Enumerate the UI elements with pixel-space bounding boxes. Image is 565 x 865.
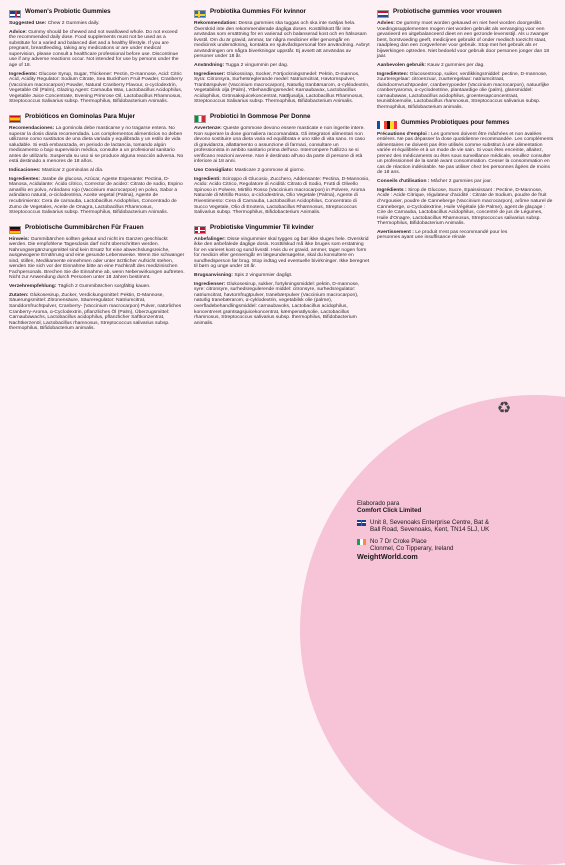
column-right [377,9,555,250]
section-swedish: Probiotika Gummies För kvinnor Rekommendation: Dessa gummies ska tuggas och ska inte sväljas hela. Överskrid inte den rekommenderade dagliga dosen. Kosttillskott får inte användas som ersättning för en varierad och balanserad kost och en hälsosam livsstil. Om du är gravid, ammar, tar några mediciner eller genomgår en medicinsk undersökning, kontakta en sjukvårdspersonal före användning. Avbryt användningen om några biverkningar uppstår. Ej avsett att användas av personer under 18 år. Användning: Tugga 2 vingummin per dag. Ingredienser: Glukossirap, Socker, Förtjockningsmedel: Pektin, D-mannos, Syra: Citronsyra, Surhetsreglerande medel: Natriumcitrat, Havtornspulver, Tranbärspulver (Vaccinium macrocarpon), Naturlig tranbärsarom, α-cyklodextrin, Vegetabilisk olja (Palm), Ytbehandlingsmedel: Karnaubavax, Lactobacillus Acidophilus, Grönsaksjuicekoncentrat, Nattljusolja, Lactobacillus Rhamnosus, Streptococcus Salivarius subsp. Thermophilus, Bifidobacterium Animalis. [194,8,370,105]
section-english: Women's Probiotic Gummies Suggested Use: Chew 2 Gummies daily. Advice: Gummy should be chewed and not swallowed whole. Do not exceed the recommended daily dose. Food supplements must not be used as a substitute for a varied and balanced diet and a healthy lifestyle. If you are pregnant, breastfeeding, taking any medications or are under medical supervision, please consult a healthcare professional before use. Discontinue use if any adverse reactions occur. Not intended for use by persons under the age of 18. Ingredients: Glucose Syrup, Sugar, Thickener: Pectin, D-mannose, Acid: Citric Acid, Acidity Regulator: Sodium Citrate, Sea Buckthorn Fruit Powder, Cranberry (Vaccinium macrocarpon) Powder, Natural Cranberry Flavour, α-cyclodextrin, Vegetable Oil (Palm), Glazing Agent: Carnauba Wax, Lactobacillus Acidophilus, Vegetable Juice Concentrate, Evening Primrose Oil, Lactobacillus Rhamnosus, Streptococcus Salivarius subsp. Thermophilus, Bifidobacterium Animalis. [9,8,183,105]
uk-flag-icon [357,520,366,526]
section-danish: Probiotiske Vingummier Til kvinder Anbefalinger: Disse vingummier skal tygges og bør ikke sluges hele. Overskrid ikke den anbefalede daglige dosis. Kosttilskud må ikke bruges som erstatning for en varieret kost og sund livsstil. Hvis du er gravid, ammer, tager nogen form for medicin eller gennemgår en lægeundersøgelse, skal du konsultere en sundhedsperson før brug. Stop indtag ved eventuelle bivirkninger. Ikke beregnet til børn og unge under 18 år. Brugsanvisning: Spis 2 vingummier dagligt. Ingredienser: Glukosesirup, sukker, fortykningsmiddel: pektin, D-mannose, syre: citronsyre, surhedsregulerende middel: citronsyre, surhedsregulator: natriumcitrat, havtornfrugtpulver, tranebærpulver (Vaccinium macrocarpon), naturlig tranebærarom, α-cyklodextrin, vegetabilsk olie (palme), overfladebehandlingsmiddel: carnaubavoks, Lactobacillus acidophilus, koncentreret grøntsagsjuicekoncentrat, kæmpenatlysolie, Lactobacillus rhamnosus, Streptococcus salivarius subsp. thermophilus, Bifidobacterium animalis. [194,223,370,326]
netherlands-flag-icon [377,10,389,18]
company-name: Comfort Click Limited [357,507,422,515]
column-left [9,9,185,341]
decorative-pink-arc [300,395,565,865]
section-italian: Probiotici In Gommose Per Donne Avvertenze: Queste gommose devono essere masticate e non ingerite intere. Non superare la dose giornaliera raccomandata. Gli integratori alimentari non devono sostituire una dieta varia ed equilibrata e uno stile di vita sano. In caso di gravidanza, allattamento o assunzione di farmaci, consultare un professionista in ambito sanitario prima dell'uso. Interrompere l'utilizzo se si verificano reazioni avverse. Non è destinato all'uso da parte di persone di età inferiore ai 18 anni. Uso Consigliato: Masticare 2 gommose al giorno. Ingredienti: Sciroppo di Glucosio, Zucchero, Addensante: Pectina, D-Mannosio, Acido: Acido Citrico, Regolatore di Acidità: Citrato di Sodio, Frutti di Olivello Spinoso in Polvere, Mirtillo Rosso (Vaccinium macrocarpon) in Polvere, Aroma Naturale di Mirtillo Rosso, α-ciclodestrina, Olio Vegetale (Palma), Agente di Rivestimento: Cera di Carnauba, Lactobacillus Acidophilus, Concentrato di Succo Vegetale, Olio di Enotera, Lactobacillus Rhamnosus, Streptococcus Salivarius subsp. Thermophilus, Bifidobacterium Animalis. [194,113,370,216]
section-title: Probiotici In Gommose Per Donne [210,113,311,121]
website-link[interactable]: WeightWorld.com [357,552,418,562]
column-middle [194,9,370,335]
uk-flag-icon [9,10,21,18]
manufacturer-footer [357,500,495,561]
germany-flag-icon [9,226,21,234]
made-for-label: Elaborado para [357,500,400,507]
section-german: Probiotische Gummibärchen Für Frauen Hinweis: Gummibärchen sollten gekaut und nicht im Ganzen geschluckt werden. Die empfohlene Tagesdosis darf nicht überschritten werden. Nahrungsergänzungsmittel sind kein Ersatz für eine abwechslungsreiche, ausgewogene Ernährung und eine gesunde Lebensweise. Wenn Sie schwanger sind, stillen, Medikamente einnehmen oder unter ärztlicher Aufsicht stehen, wenden Sie sich vor der Einnahme bitte an eine Fachkraft des medizinischen Fachpersonals. Brechen Sie die Einnahme ab, wenn Nebenwirkungen auftreten. Nicht zur Anwendung durch Personen unter 18 Jahren bestimmt. Verzehrempfehlung: Täglich 2 Gummibärchen sorgfältig kauen. Zutaten: Glukosesirup, Zucker, Verdickungsmittel: Pektin, D-Mannose, Säuerungsmittel: Zitronensäure, Säureregulator: Natriumcitrat, Sanddornfruchtpulver, Cranberry- (Vaccinium macrocarpon) Pulver, natürliches Cranberry-Aroma, α-Cyclodextrin, pflanzliches Öl (Palm), Überzugsmittel: Carnaubawachs, Lactobacillus acidophilus, pflanzlicher Saftkonzentrat, Nachtkerzenöl, Lactobacillus rhamnosus, Streptococcus salivarius subsp. thermophilus, Bifidobacterium animalis. [9,223,185,332]
ireland-address-line-1: No 7 Dr Croke Place [370,537,427,545]
section-french: Gummies Probiotiques pour femmes Précautions d'emploi : Les gommes doivent être mâchées et non avalées entières. Ne pas dépasser la dose quotidienne recommandée. Les compléments alimentaires ne doivent pas être utilisés comme substitut à une alimentation variée et équilibrée et à un mode de vie sain. Si vous êtes enceinte, allaitez, prenez des médicaments ou êtes sous surveillance médicale, veuillez consulter un professionnel de la santé avant consommation. Cesser la consommation en cas de réaction indésirable. Ne pas utiliser chez les personnes âgées de moins de 18 ans. Conseils d'utilisation : Mâcher 2 gummies par jour. Ingrédients : Sirop de Glucose, Sucre, Epaississant : Pectine, D-Mannose, Acide : Acide Citrique, régulateur d'acidité : Citrate de Sodium, poudre de fruit d'Argousier, poudre de Canneberge (Vaccinium macrocarpon), arôme naturel de Canneberge, α-Cyclodextrine, Huile Végétale (de Palme), agent de glaçage : Cire de Carnauba, Lactobacillus Acidophilus, concentré de jus de Légumes, Huile d'Onagre, Lactobacillus Rhamnosus, Streptococcus salivarius subsp. Thermophilus, Bifidobacterium Animalis. Avertissement : Le produit n'est pas recommandé pour les personnes ayant une insuffisance rénale [377,118,554,241]
section-title: Gummies Probiotiques pour femmes [401,118,510,126]
section-title: Probiotika Gummies För kvinnor [210,8,306,15]
section-title: Probiotiske Vingummier Til kvinder [210,223,314,231]
italy-flag-icon [194,115,206,123]
section-spanish: Probióticos en Gominolas Para Mujer Recomendaciones: La gominola debe masticarse y no tragarse entera. No superar la dosis diaria recomendada. Los complementos alimenticios no deben utilizarse como sustitutos de una dieta variada y equilibrada y un estilo de vida saludable. Si está embarazada, en periodo de lactancia, tomando algún medicamento o bajo supervisión médica, consulte a un profesional sanitario antes de utilizarlo. Suspenda su uso si se produce alguna reacción adversa. No está destinado a menores de 18 años. Indicaciones: Masticar 2 gominolas al día. Ingredientes: Jarabe de glucosa, Azúcar, Agente Espesante: Pectina, D-Manosa, Acidulante: Ácido cítrico, Corrector de acidez: Citrato de sodio, Espino amarillo en polvo, Arándano rojo (Vaccinium macrocarpon) en polvo, Sabor a arándano natural, α-ciclodextrina, Aceite vegetal (Palma), Agente de recubrimiento: Cera de carnauba, Lactobacillus Acidophilus, Concentrado de Zumo de Vegetales, Aceite de Onagra, Lactobacillus Rhamnosus, Streptococcus Salivarius subsp. Thermophilus, Bifidobacterium Animalis. [9,113,184,216]
uk-address: Unit 8, Sevenoaks Enterprise Centre, Bat & Ball Road, Sevenoaks, Kent, TN14 5LJ, UK [370,518,490,534]
france-belgium-flag-icon [377,121,397,129]
ireland-flag-icon [357,539,366,545]
spain-flag-icon [9,115,21,123]
recycle-icon: ♻ [496,400,512,417]
ireland-address-line-2: Clonmel, Co Tipperary, Ireland [370,545,454,553]
denmark-flag-icon [194,226,206,234]
section-title: Probiotische gummies voor vrouwen [393,8,502,15]
section-title: Women's Probiotic Gummies [25,8,111,15]
section-title: Probiotische Gummibärchen Für Frauen [25,223,144,231]
section-title: Probióticos en Gominolas Para Mujer [25,113,136,121]
section-dutch: Probiotische gummies voor vrouwen Advies: De gummy moet worden gekauwd en niet heel worden doorgeslikt. Voedingssupplementen mogen niet worden gebruikt als vervanging voor een gevarieerd en uitgebalanceerd dieet en een gezonde levensstijl. Als u zwanger bent, borstvoeding geeft, medicijnen gebruikt of onder medisch toezicht staat, raadpleeg dan een zorgverlener voor gebruik. Stop met het gebruik als er bijwerkingen optreden. Niet bedoeld voor gebruik door personen jonger dan 18 jaar. Aanbevolen gebruik: Kauw 2 gummies per dag. Ingrediënten: Glucosestroop, suiker, verdikkingsmiddel: pectine, D-mannose, zuurteregelaar: citroenzuur, zuurteregelaar: natriumcitraat, duindoornvruchtpoeder, cranberrypoeder (Vaccinium macrocarpon), natuurlijke cranberryaroma, α-cyclodextrine, plantaardige olie (palm), glansmiddel: carnaubawas, Lactobacillus acidophilus, groentesapconcentraat, teunisbloemolie, Lactobacillus rhamnosus, Streptococcus salivarius subsp. thermophilus, Bifidobacterium animalis. [377,8,550,111]
sweden-flag-icon [194,10,206,18]
